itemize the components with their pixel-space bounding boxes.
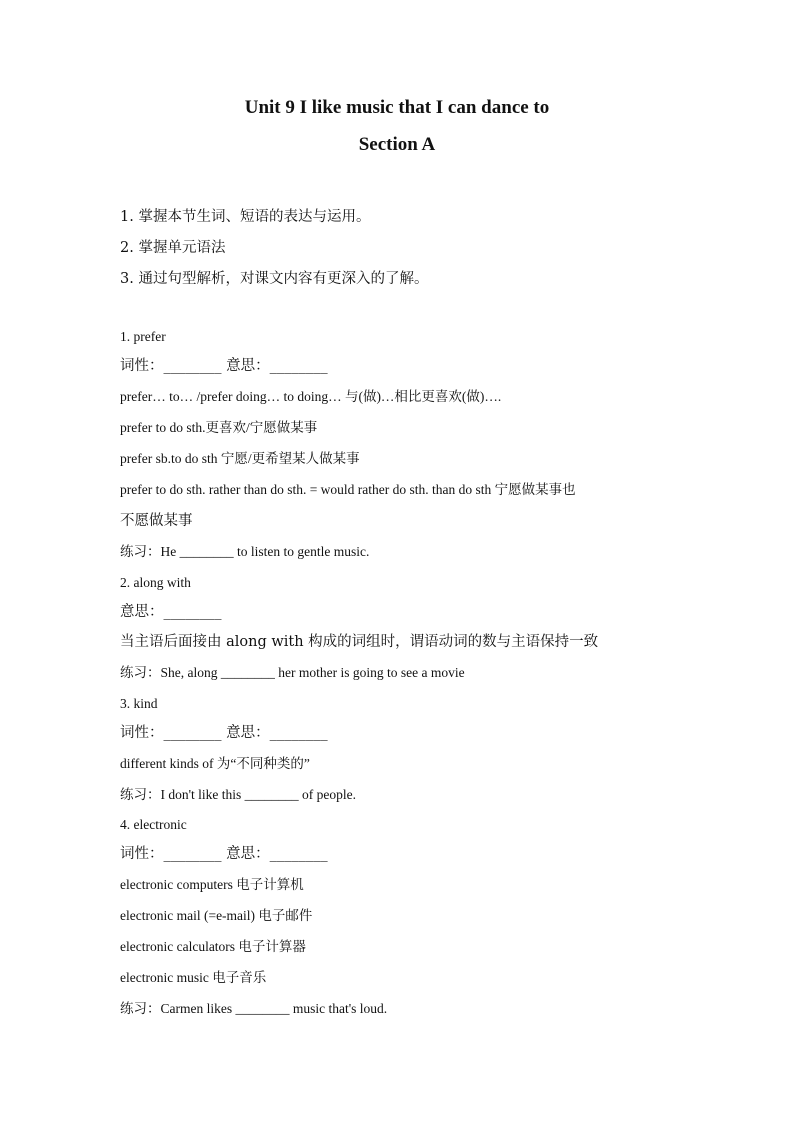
part-of-speech-meaning-line: 词性：________ 意思：________ (120, 358, 328, 374)
page-title: Unit 9 I like music that I can dance to (244, 97, 550, 118)
usage-line: prefer to do sth.更喜欢/宁愿做某事 (120, 420, 318, 435)
meaning-line: 意思：________ (120, 604, 222, 620)
usage-line: electronic music 电子音乐 (120, 970, 267, 985)
objective-1: 1. 掌握本节生词、短语的表达与运用。 (120, 209, 371, 225)
exercise-line: 练习：I don't like this ________ of people. (120, 787, 357, 802)
usage-line-continued: 不愿做某事 (120, 513, 193, 529)
usage-line: electronic calculators 电子计算器 (120, 939, 306, 954)
exercise-line: 练习：Carmen likes ________ music that's loud. (120, 1001, 388, 1016)
item-heading-prefer: 1. prefer (120, 329, 166, 344)
usage-line: prefer to do sth. rather than do sth. = would rather do sth. than do sth 宁愿做某事也 (120, 482, 576, 497)
usage-line: electronic computers 电子计算机 (120, 877, 304, 892)
objective-3: 3. 通过句型解析，对课文内容有更深入的了解。 (120, 271, 429, 287)
part-of-speech-meaning-line: 词性：________ 意思：________ (120, 725, 328, 741)
part-of-speech-meaning-line: 词性：________ 意思：________ (120, 846, 328, 862)
exercise-line: 练习：She, along ________ her mother is going to see a movie (120, 665, 465, 680)
item-heading-electronic: 4. electronic (120, 817, 187, 832)
item-heading-kind: 3. kind (120, 696, 158, 711)
objective-2: 2. 掌握单元语法 (120, 240, 226, 256)
usage-line: electronic mail (=e-mail) 电子邮件 (120, 908, 313, 923)
usage-line: different kinds of 为“不同种类的” (120, 756, 310, 771)
usage-line: prefer… to… /prefer doing… to doing… 与(做)…相比更喜欢(做)…. (120, 389, 502, 404)
usage-line: prefer sb.to do sth 宁愿/更希望某人做某事 (120, 451, 360, 466)
section-title: Section A (358, 134, 436, 155)
usage-line: 当主语后面接由 along with 构成的词组时，谓语动词的数与主语保持一致 (120, 634, 599, 650)
exercise-line: 练习：He ________ to listen to gentle music. (120, 544, 370, 559)
item-heading-along-with: 2. along with (120, 575, 191, 590)
